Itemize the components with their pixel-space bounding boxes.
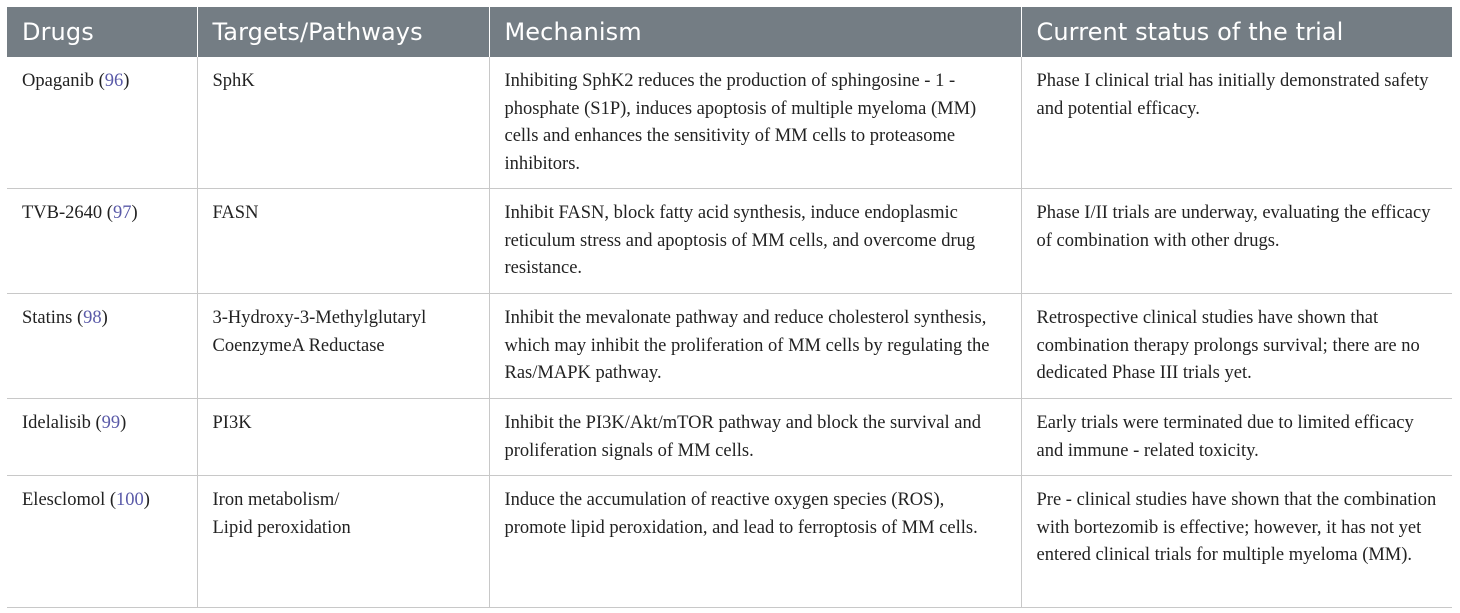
status-cell: Phase I clinical trial has initially demonstrated safety and potential efficacy. xyxy=(1021,57,1452,189)
status-cell: Retrospective clinical studies have shown that combination therapy prolongs survival; there are no dedicated Phase III trials yet. xyxy=(1021,294,1452,399)
target-line: 3-Hydroxy-3-Methylglutaryl xyxy=(212,308,427,328)
drug-cell: Statins (98) xyxy=(7,294,197,399)
mechanism-cell: Induce the accumulation of reactive oxygen species (ROS), promote lipid peroxidation, and lead to ferroptosis of MM cells. xyxy=(489,476,1021,608)
table-header xyxy=(7,7,1452,57)
target-cell xyxy=(197,399,489,476)
target-line: CoenzymeA Reductase xyxy=(212,335,385,356)
table-row xyxy=(7,476,1452,608)
target-line: PI3K xyxy=(212,413,252,433)
drug-cell: TVB-2640 (97) xyxy=(7,189,197,294)
target-cell xyxy=(197,189,489,294)
mechanism-cell: Inhibiting SphK2 reduces the production of sphingosine - 1 - phosphate (S1P), induces apoptosis of multiple myeloma (MM) cells and enhances the sensitivity of MM cells to proteasome inhibitors. xyxy=(489,57,1021,189)
drug-name: Statins xyxy=(22,308,73,328)
table-body xyxy=(7,57,1452,607)
status-cell: Pre - clinical studies have shown that the combination with bortezomib is effective; however, it has not yet entered clinical trials for multiple myeloma (MM). xyxy=(1036,490,1437,565)
reference-link[interactable]: 99 xyxy=(101,413,121,433)
target-cell xyxy=(197,57,489,189)
mechanism-cell: Inhibit the mevalonate pathway and reduce cholesterol synthesis, which may inhibit the proliferation of MM cells by regulating the Ras/MAPK pathway. xyxy=(489,294,1021,399)
mechanism-cell: Inhibit the PI3K/Akt/mTOR pathway and block the survival and proliferation signals of MM cells. xyxy=(489,399,1021,476)
reference-link[interactable]: 97 xyxy=(112,203,132,223)
status-cell: Early trials were terminated due to limited efficacy and immune - related toxicity. xyxy=(1021,399,1452,476)
target-line: SphK xyxy=(212,71,255,91)
status-cell: Phase I/II trials are underway, evaluating the efficacy of combination with other drugs. xyxy=(1021,189,1452,294)
table-row xyxy=(7,189,1452,294)
drug-name: TVB-2640 xyxy=(22,203,103,223)
header-drugs: Drugs xyxy=(7,7,197,57)
reference-link[interactable]: 100 xyxy=(116,490,144,510)
table-row xyxy=(7,399,1452,476)
target-line: Lipid peroxidation xyxy=(212,517,351,538)
target-line: Iron metabolism/ xyxy=(212,490,340,510)
drug-name: Elesclomol xyxy=(22,490,106,510)
header-row xyxy=(7,7,1452,57)
target-cell xyxy=(197,294,489,399)
table-row xyxy=(7,294,1452,399)
drug-table-container xyxy=(7,7,1452,608)
header-targets: Targets/Pathways xyxy=(197,7,489,57)
header-mechanism: Mechanism xyxy=(489,7,1021,57)
drug-cell: Idelalisib (99) xyxy=(7,399,197,476)
reference-link[interactable]: 96 xyxy=(104,71,124,91)
drug-table xyxy=(7,7,1452,607)
reference-link[interactable]: 98 xyxy=(83,308,102,328)
drug-name: Opaganib xyxy=(22,71,94,91)
target-cell xyxy=(197,476,489,608)
target-line: FASN xyxy=(212,203,259,223)
header-status: Current status of the trial xyxy=(1021,7,1452,57)
drug-cell: Elesclomol (100) xyxy=(7,476,197,608)
table-row xyxy=(7,57,1452,189)
drug-name: Idelalisib xyxy=(22,413,91,433)
drug-cell: Opaganib (96) xyxy=(7,57,197,189)
mechanism-cell: Inhibit FASN, block fatty acid synthesis, induce endoplasmic reticulum stress and apoptosis of MM cells, and overcome drug resistance. xyxy=(489,189,1021,294)
